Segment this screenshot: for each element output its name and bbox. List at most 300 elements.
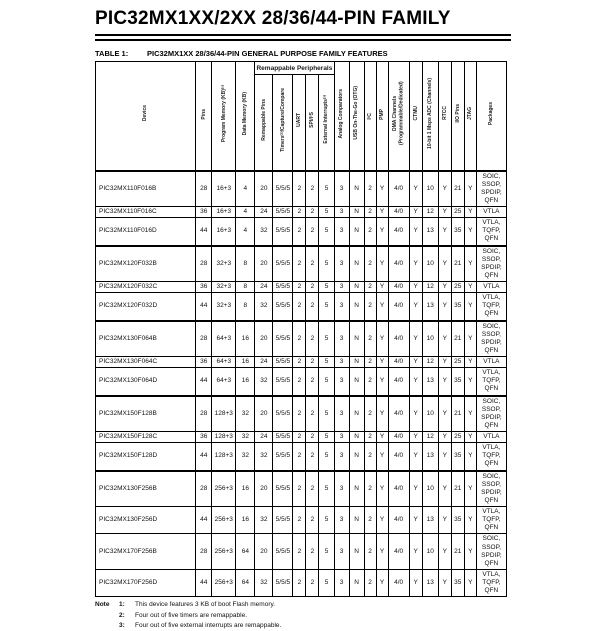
value-cell: 24	[255, 432, 273, 443]
value-cell: 2	[306, 321, 319, 357]
value-cell: 35	[451, 218, 464, 246]
value-cell: 2	[306, 443, 319, 471]
note-text: Four out of five timers are remappable.	[135, 611, 247, 619]
value-cell: 16	[236, 357, 255, 368]
value-cell: 28	[196, 396, 212, 432]
value-cell: Y	[464, 569, 476, 596]
value-cell: 64	[236, 569, 255, 596]
value-cell: 4	[236, 171, 255, 207]
value-cell: 32	[255, 569, 273, 596]
value-cell: Y	[464, 432, 476, 443]
value-cell: 5	[319, 357, 334, 368]
value-cell: 5	[319, 293, 334, 321]
value-cell: 2	[306, 207, 319, 218]
value-cell: 256+3	[212, 569, 236, 596]
value-cell: 2	[364, 293, 376, 321]
value-cell: Y	[438, 507, 451, 534]
value-cell: Y	[438, 282, 451, 293]
value-cell: 5	[319, 432, 334, 443]
value-cell: N	[349, 507, 364, 534]
value-cell: N	[349, 282, 364, 293]
value-cell: Y	[376, 507, 388, 534]
value-cell: 2	[293, 443, 306, 471]
value-cell: Y	[438, 321, 451, 357]
value-cell: Y	[409, 321, 422, 357]
table-row	[96, 282, 507, 293]
packages-cell: VTLA, TQFP, QFN	[476, 569, 506, 596]
device-name-cell: PIC32MX150F128B	[96, 396, 196, 432]
value-cell: 64+3	[212, 321, 236, 357]
value-cell: Y	[409, 443, 422, 471]
value-cell: 35	[451, 443, 464, 471]
value-cell: Y	[409, 396, 422, 432]
packages-cell: VTLA, TQFP, QFN	[476, 368, 506, 396]
value-cell: 2	[364, 368, 376, 396]
value-cell: 5/5/5	[273, 246, 293, 282]
value-cell: 32	[255, 368, 273, 396]
packages-cell: SOIC, SSOP, SPDIP, QFN	[476, 396, 506, 432]
datasheet-page	[95, 8, 511, 631]
value-cell: Y	[376, 396, 388, 432]
value-cell: 2	[306, 471, 319, 507]
value-cell: 5	[319, 396, 334, 432]
table-row	[96, 507, 507, 534]
value-cell: N	[349, 569, 364, 596]
note-label-spacer	[95, 621, 119, 631]
table-row	[96, 368, 507, 396]
device-name-cell: PIC32MX130F256B	[96, 471, 196, 507]
device-name-cell: PIC32MX130F064B	[96, 321, 196, 357]
table-caption-title: PIC32MX1XX 28/36/44-PIN GENERAL PURPOSE FAMILY FEATURES	[147, 49, 388, 58]
value-cell: 28	[196, 321, 212, 357]
value-cell: N	[349, 171, 364, 207]
value-cell: 2	[306, 171, 319, 207]
value-cell: 256+3	[212, 507, 236, 534]
value-cell: 2	[293, 357, 306, 368]
value-cell: Y	[464, 293, 476, 321]
device-name-cell: PIC32MX130F256D	[96, 507, 196, 534]
value-cell: 20	[255, 246, 273, 282]
value-cell: 13	[422, 507, 438, 534]
packages-cell: SOIC, SSOP, SPDIP, QFN	[476, 171, 506, 207]
value-cell: 4/0	[388, 246, 409, 282]
value-cell: 4/0	[388, 432, 409, 443]
value-cell: Y	[464, 507, 476, 534]
title-double-rule	[95, 34, 511, 41]
value-cell: Y	[438, 207, 451, 218]
value-cell: 5	[319, 321, 334, 357]
value-cell: 2	[364, 321, 376, 357]
device-name-cell: PIC32MX170F256D	[96, 569, 196, 596]
value-cell: 44	[196, 569, 212, 596]
value-cell: 2	[306, 282, 319, 293]
value-cell: 2	[364, 282, 376, 293]
value-cell: 5/5/5	[273, 207, 293, 218]
value-cell: Y	[376, 534, 388, 570]
value-cell: 2	[293, 321, 306, 357]
value-cell: 32+3	[212, 282, 236, 293]
table-row	[96, 171, 507, 207]
value-cell: Y	[464, 396, 476, 432]
value-cell: 4/0	[388, 368, 409, 396]
table-notes	[95, 600, 511, 631]
table-header	[96, 62, 507, 171]
value-cell: 2	[306, 218, 319, 246]
value-cell: 2	[364, 471, 376, 507]
value-cell: 2	[293, 569, 306, 596]
packages-cell: VTLA, TQFP, QFN	[476, 443, 506, 471]
value-cell: Y	[438, 534, 451, 570]
value-cell: 64+3	[212, 368, 236, 396]
value-cell: 32	[255, 507, 273, 534]
value-cell: 25	[451, 357, 464, 368]
value-cell: 4/0	[388, 569, 409, 596]
value-cell: 5	[319, 368, 334, 396]
col-header-ctmu: CTMU	[409, 62, 422, 171]
table-row	[96, 569, 507, 596]
value-cell: 5/5/5	[273, 569, 293, 596]
value-cell: 12	[422, 432, 438, 443]
value-cell: 5/5/5	[273, 282, 293, 293]
packages-cell: SOIC, SSOP, SPDIP, QFN	[476, 534, 506, 570]
value-cell: 36	[196, 432, 212, 443]
col-header-data-memory: Data Memory (KB)	[236, 62, 255, 171]
value-cell: Y	[409, 357, 422, 368]
packages-cell: SOIC, SSOP, SPDIP, QFN	[476, 471, 506, 507]
device-name-cell: PIC32MX110F016D	[96, 218, 196, 246]
value-cell: 44	[196, 443, 212, 471]
value-cell: 5/5/5	[273, 218, 293, 246]
group-header-remappable-peripherals: Remappable Peripherals	[255, 62, 334, 75]
value-cell: 4/0	[388, 443, 409, 471]
value-cell: 2	[364, 443, 376, 471]
value-cell: 35	[451, 569, 464, 596]
table-row	[96, 443, 507, 471]
value-cell: Y	[438, 368, 451, 396]
col-header-program-memory: Program Memory (KB)⁽¹⁾	[212, 62, 236, 171]
value-cell: 2	[306, 368, 319, 396]
value-cell: N	[349, 321, 364, 357]
value-cell: 2	[306, 357, 319, 368]
value-cell: 28	[196, 534, 212, 570]
value-cell: 25	[451, 207, 464, 218]
value-cell: 21	[451, 534, 464, 570]
value-cell: 4/0	[388, 507, 409, 534]
value-cell: 5/5/5	[273, 293, 293, 321]
value-cell: 2	[306, 246, 319, 282]
col-header-jtag: JTAG	[464, 62, 476, 171]
value-cell: Y	[438, 432, 451, 443]
device-name-cell: PIC32MX150F128D	[96, 443, 196, 471]
value-cell: 5/5/5	[273, 534, 293, 570]
value-cell: 5	[319, 282, 334, 293]
value-cell: Y	[409, 282, 422, 293]
value-cell: Y	[464, 534, 476, 570]
packages-cell: VTLA, TQFP, QFN	[476, 293, 506, 321]
value-cell: Y	[464, 368, 476, 396]
value-cell: Y	[376, 471, 388, 507]
value-cell: 2	[364, 507, 376, 534]
value-cell: Y	[409, 171, 422, 207]
device-name-cell: PIC32MX110F016B	[96, 171, 196, 207]
value-cell: 32	[255, 443, 273, 471]
value-cell: 3	[334, 293, 349, 321]
value-cell: 35	[451, 293, 464, 321]
value-cell: 2	[293, 246, 306, 282]
value-cell: Y	[376, 357, 388, 368]
value-cell: 12	[422, 207, 438, 218]
packages-cell: VTLA	[476, 282, 506, 293]
value-cell: 2	[293, 396, 306, 432]
table-caption-label: TABLE 1:	[95, 49, 129, 58]
value-cell: 5	[319, 443, 334, 471]
value-cell: 2	[364, 534, 376, 570]
value-cell: 5/5/5	[273, 443, 293, 471]
value-cell: 16	[236, 368, 255, 396]
value-cell: 3	[334, 246, 349, 282]
table-row	[96, 432, 507, 443]
value-cell: 256+3	[212, 534, 236, 570]
value-cell: 4/0	[388, 282, 409, 293]
table-row	[96, 321, 507, 357]
value-cell: 4/0	[388, 396, 409, 432]
packages-cell: VTLA	[476, 357, 506, 368]
value-cell: 3	[334, 218, 349, 246]
value-cell: 2	[293, 282, 306, 293]
value-cell: 16	[236, 321, 255, 357]
value-cell: 3	[334, 432, 349, 443]
value-cell: 3	[334, 357, 349, 368]
col-header-spi-i2s: SPI/I²S	[306, 75, 319, 171]
value-cell: 4/0	[388, 357, 409, 368]
value-cell: N	[349, 443, 364, 471]
value-cell: Y	[464, 443, 476, 471]
value-cell: Y	[438, 171, 451, 207]
value-cell: 4/0	[388, 534, 409, 570]
value-cell: 16+3	[212, 218, 236, 246]
value-cell: Y	[438, 218, 451, 246]
col-header-usb-otg: USB On-The-Go (OTG)	[349, 62, 364, 171]
value-cell: 21	[451, 321, 464, 357]
value-cell: 10	[422, 534, 438, 570]
value-cell: N	[349, 432, 364, 443]
device-name-cell: PIC32MX130F064C	[96, 357, 196, 368]
value-cell: 3	[334, 282, 349, 293]
col-header-packages: Packages	[476, 62, 506, 171]
packages-cell: VTLA, TQFP, QFN	[476, 218, 506, 246]
device-name-cell: PIC32MX120F032B	[96, 246, 196, 282]
value-cell: 5	[319, 534, 334, 570]
value-cell: 10	[422, 171, 438, 207]
value-cell: 4/0	[388, 321, 409, 357]
value-cell: 2	[293, 507, 306, 534]
value-cell: 36	[196, 357, 212, 368]
table-row	[96, 534, 507, 570]
value-cell: Y	[376, 207, 388, 218]
value-cell: N	[349, 218, 364, 246]
value-cell: 28	[196, 471, 212, 507]
value-cell: 5/5/5	[273, 357, 293, 368]
value-cell: 4/0	[388, 471, 409, 507]
note-line-1	[95, 600, 511, 610]
value-cell: 21	[451, 471, 464, 507]
value-cell: 25	[451, 432, 464, 443]
value-cell: 2	[293, 207, 306, 218]
value-cell: 24	[255, 282, 273, 293]
value-cell: 4/0	[388, 218, 409, 246]
value-cell: Y	[376, 368, 388, 396]
device-name-cell: PIC32MX120F032D	[96, 293, 196, 321]
value-cell: 2	[364, 432, 376, 443]
value-cell: 2	[306, 293, 319, 321]
value-cell: N	[349, 471, 364, 507]
value-cell: Y	[409, 368, 422, 396]
value-cell: 35	[451, 507, 464, 534]
note-text: Four out of five external interrupts are remappable.	[135, 622, 282, 630]
value-cell: 28	[196, 171, 212, 207]
col-header-device: Device	[96, 62, 196, 171]
value-cell: Y	[376, 569, 388, 596]
note-line-2	[95, 611, 511, 621]
value-cell: 5	[319, 507, 334, 534]
value-cell: Y	[409, 432, 422, 443]
value-cell: 2	[306, 534, 319, 570]
value-cell: Y	[376, 282, 388, 293]
value-cell: 5/5/5	[273, 432, 293, 443]
value-cell: N	[349, 207, 364, 218]
note-number: 2:	[119, 611, 125, 619]
value-cell: 21	[451, 171, 464, 207]
note-number: 1:	[119, 601, 125, 609]
value-cell: Y	[464, 321, 476, 357]
value-cell: 256+3	[212, 471, 236, 507]
value-cell: Y	[464, 246, 476, 282]
value-cell: 25	[451, 282, 464, 293]
value-cell: 5	[319, 246, 334, 282]
value-cell: Y	[376, 443, 388, 471]
table-row	[96, 246, 507, 282]
packages-cell: VTLA	[476, 207, 506, 218]
table-caption	[95, 49, 511, 58]
value-cell: 13	[422, 293, 438, 321]
value-cell: 16	[236, 471, 255, 507]
col-header-io-pins: I/O Pins	[451, 62, 464, 171]
table-row	[96, 207, 507, 218]
value-cell: Y	[376, 321, 388, 357]
value-cell: 5/5/5	[273, 321, 293, 357]
value-cell: 32	[236, 443, 255, 471]
value-cell: Y	[376, 218, 388, 246]
device-name-cell: PIC32MX110F016C	[96, 207, 196, 218]
value-cell: Y	[409, 507, 422, 534]
note-label: Note	[95, 601, 110, 609]
value-cell: 32	[236, 432, 255, 443]
value-cell: 2	[364, 246, 376, 282]
value-cell: 5/5/5	[273, 396, 293, 432]
value-cell: 5/5/5	[273, 368, 293, 396]
value-cell: Y	[376, 293, 388, 321]
value-cell: 5/5/5	[273, 507, 293, 534]
value-cell: 10	[422, 246, 438, 282]
col-header-i2c: I²C	[364, 62, 376, 171]
col-header-dma-channels: DMA Channels (Programmable/Dedicated)	[388, 62, 409, 171]
value-cell: 3	[334, 471, 349, 507]
table-row	[96, 471, 507, 507]
value-cell: 5/5/5	[273, 471, 293, 507]
value-cell: 4/0	[388, 293, 409, 321]
value-cell: 2	[306, 569, 319, 596]
packages-cell: SOIC, SSOP, SPDIP, QFN	[476, 246, 506, 282]
col-header-timers-capture-compare: Timers⁽²⁾/Capture/Compare	[273, 75, 293, 171]
value-cell: Y	[438, 443, 451, 471]
col-header-remappable-pins: Remappable Pins	[255, 75, 273, 171]
value-cell: 8	[236, 246, 255, 282]
value-cell: 32	[236, 396, 255, 432]
value-cell: 4	[236, 207, 255, 218]
note-number: 3:	[119, 622, 125, 630]
value-cell: 2	[364, 569, 376, 596]
value-cell: 3	[334, 569, 349, 596]
value-cell: 32	[255, 293, 273, 321]
value-cell: 24	[255, 207, 273, 218]
col-header-rtcc: RTCC	[438, 62, 451, 171]
value-cell: 64	[236, 534, 255, 570]
value-cell: 3	[334, 368, 349, 396]
device-name-cell: PIC32MX150F128C	[96, 432, 196, 443]
value-cell: 3	[334, 171, 349, 207]
value-cell: 13	[422, 569, 438, 596]
value-cell: Y	[464, 171, 476, 207]
col-header-pmp: PMP	[376, 62, 388, 171]
page-title: PIC32MX1XX/2XX 28/36/44-PIN FAMILY	[95, 8, 451, 29]
value-cell: 4/0	[388, 207, 409, 218]
value-cell: 2	[364, 218, 376, 246]
value-cell: 3	[334, 443, 349, 471]
value-cell: 128+3	[212, 432, 236, 443]
value-cell: 10	[422, 321, 438, 357]
note-text: This device features 3 KB of boot Flash memory.	[135, 601, 276, 609]
value-cell: Y	[438, 357, 451, 368]
value-cell: N	[349, 357, 364, 368]
value-cell: 2	[364, 357, 376, 368]
value-cell: 13	[422, 368, 438, 396]
value-cell: 2	[364, 396, 376, 432]
note-line-3	[95, 621, 511, 631]
value-cell: Y	[409, 207, 422, 218]
value-cell: 128+3	[212, 443, 236, 471]
value-cell: N	[349, 368, 364, 396]
col-header-uart: UART	[293, 75, 306, 171]
value-cell: 21	[451, 246, 464, 282]
value-cell: Y	[376, 246, 388, 282]
value-cell: 2	[306, 507, 319, 534]
value-cell: 16+3	[212, 207, 236, 218]
value-cell: 32+3	[212, 293, 236, 321]
value-cell: Y	[409, 534, 422, 570]
value-cell: Y	[409, 218, 422, 246]
value-cell: 64+3	[212, 357, 236, 368]
value-cell: 12	[422, 282, 438, 293]
value-cell: 36	[196, 207, 212, 218]
table-row	[96, 396, 507, 432]
value-cell: 2	[293, 534, 306, 570]
value-cell: 8	[236, 282, 255, 293]
value-cell: 5	[319, 207, 334, 218]
value-cell: Y	[438, 569, 451, 596]
value-cell: 44	[196, 293, 212, 321]
value-cell: 2	[293, 171, 306, 207]
value-cell: 5	[319, 569, 334, 596]
